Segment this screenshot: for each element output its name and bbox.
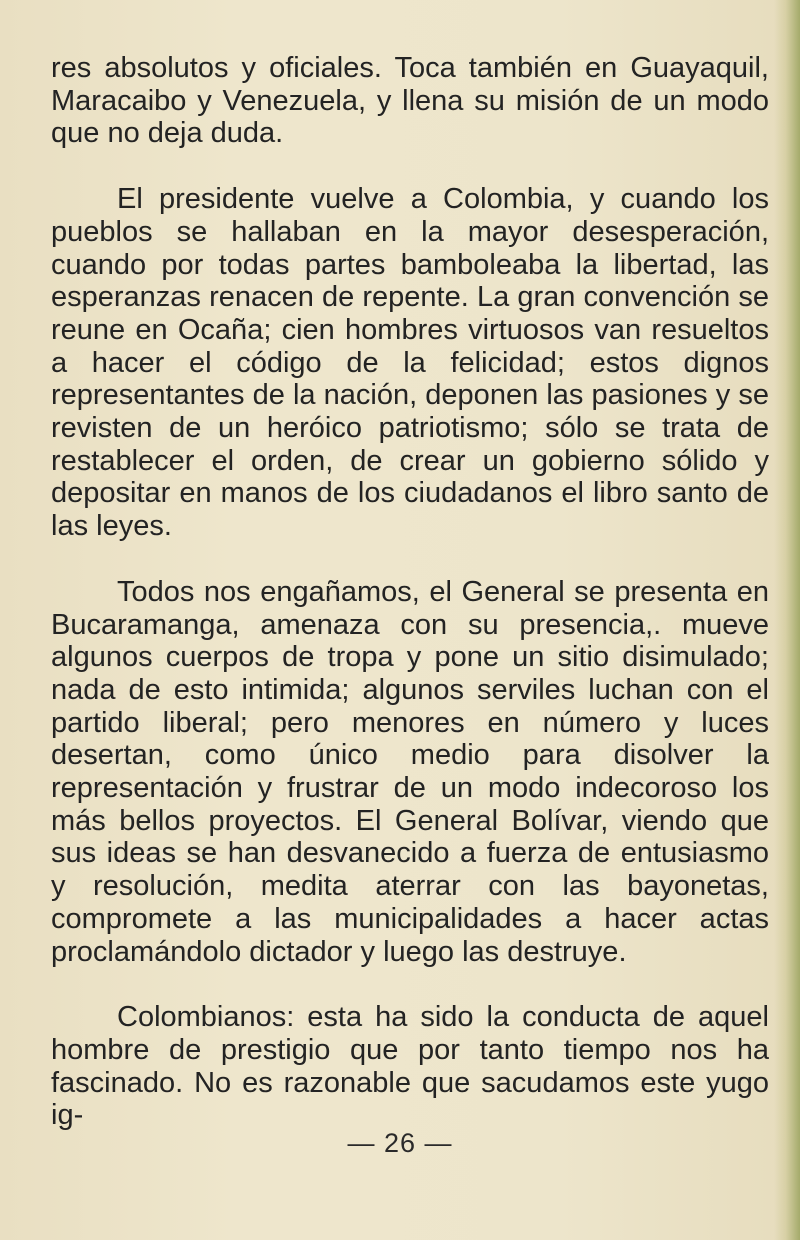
paragraph-4: Colombianos: esta ha sido la conducta de aquel hombre de prestigio que por tanto tiempo nos ha fascinado. No es razonable que sacudamos este yugo ig-	[51, 1001, 769, 1132]
paragraph-1: res absolutos y oficiales. Toca también en Guayaquil, Maracaibo y Venezuela, y llena su misión de un modo que no deja duda.	[51, 52, 769, 150]
body-text	[51, 52, 769, 1165]
paragraph-2: El presidente vuelve a Colombia, y cuando los pueblos se hallaban en la mayor desesperación, cuando por todas partes bamboleaba la libertad, las esperanzas renacen de repente. La gran convención se reune en Ocaña; cien hombres virtuosos van resueltos a hacer el código de la felicidad; estos dignos representantes de la nación, deponen las pasiones y se revisten de un heróico patriotismo; sólo se trata de restablecer el orden, de crear un gobierno sólido y depositar en manos de los ciudadanos el libro santo de las leyes.	[51, 183, 769, 543]
page-number: — 26 —	[347, 1128, 453, 1158]
page-edge	[774, 0, 800, 1240]
paragraph-3: Todos nos engañamos, el General se presenta en Bucaramanga, amenaza con su presencia,. mueve algunos cuerpos de tropa y pone un sitio disimulado; nada de esto intimida; algunos serviles luchan con el partido liberal; pero menores en número y luces desertan, como único medio para disolver la representación y frustrar de un modo indecoroso los más bellos proyectos. El General Bolívar, viendo que sus ideas se han desvanecido a fuerza de entusiasmo y resolución, medita aterrar con las bayonetas, compromete a las municipalidades a hacer actas proclamándolo dictador y luego las destruye.	[51, 575, 769, 968]
